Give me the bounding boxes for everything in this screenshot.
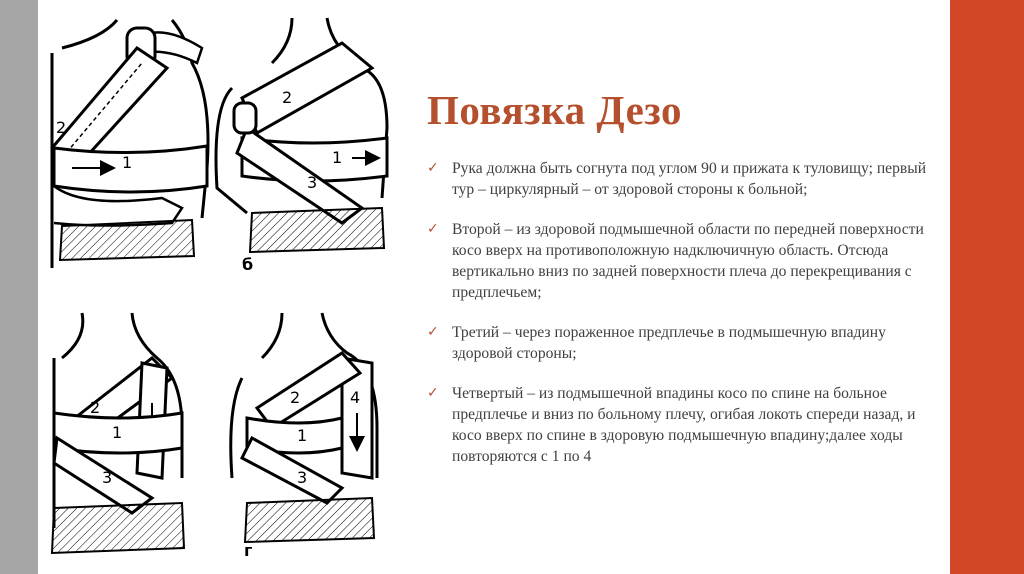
left-accent-bar [0,0,38,574]
bullet-text: Четвертый – из подмышечной впадины косо по спине на больное предплечье и вниз по больному плечу, огибая локоть спереди назад, и косо вверх по спине в здоровую подмышечную впадину;далее ходы повторяются с 1 по 4 [452,385,916,465]
bullet-item [423,383,928,467]
figure-mark: 2 [290,388,301,407]
figure-mark: 1 [112,423,123,442]
checkmark-icon: ✓ [427,385,439,401]
figure-label-b: б [242,255,254,274]
checkmark-icon: ✓ [427,324,439,340]
figure-mark: 3 [297,468,308,487]
bullet-list [423,158,928,486]
bandage-illustration [42,8,394,568]
figure-mark: 2 [282,88,293,107]
checkmark-icon: ✓ [427,221,439,237]
figure-mark: 3 [102,468,113,487]
figure-panel-b [216,18,387,274]
figure-mark: 1 [297,426,308,445]
bullet-item [423,158,928,200]
checkmark-icon: ✓ [427,160,439,176]
figure-mark: 2 [56,118,67,137]
bullet-text: Рука должна быть согнута под углом 90 и прижата к туловищу; первый тур – циркулярный – от здоровой стороны к больной; [452,160,927,198]
figure-panel-g [231,313,377,560]
bullet-item [423,219,928,303]
figure-label-g: г [244,541,253,560]
figure-mark: 1 [332,148,343,167]
right-accent-bar [950,0,1024,574]
figure-panel-v [52,313,184,553]
figure-mark: 2 [90,398,101,417]
bullet-text: Второй – из здоровой подмышечной области по передней поверхности косо вверх на противоположную надключичную область. Отсюда вертикально вниз по задней поверхности плеча до перекрещивания с предплечьем; [452,221,924,301]
bullet-item [423,322,928,364]
slide-title: Повязка Дезо [427,87,683,133]
figure-mark: 1 [122,153,133,172]
figure-mark: 4 [350,388,361,407]
bullet-text: Третий – через пораженное предплечье в подмышечную впадину здоровой стороны; [452,324,886,362]
figure-panel-a [52,20,208,268]
figure-mark: 3 [307,173,318,192]
